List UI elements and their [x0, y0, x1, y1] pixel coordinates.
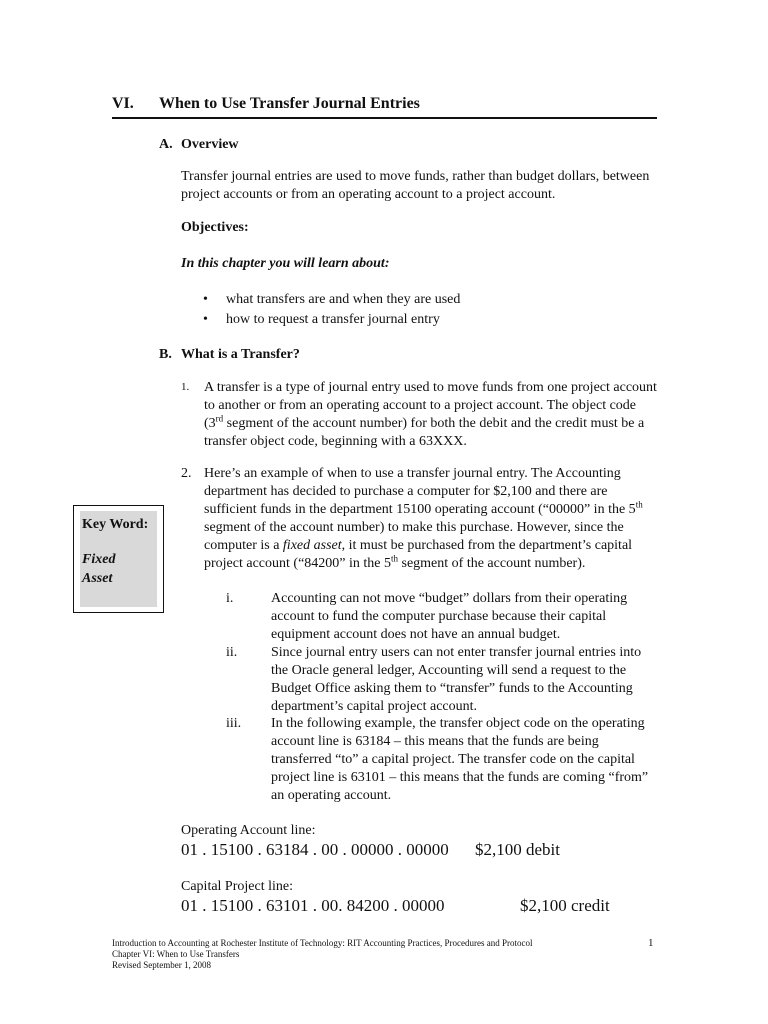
item-2-text-c: , it must be purchased from the department’s capital project account (“84200” in the 5 [204, 538, 633, 571]
operating-amount: $2,100 debit [475, 840, 560, 859]
keyword-box [73, 505, 164, 613]
item-2-text-d: segment of the account number). [398, 556, 586, 571]
section-a-label: A. [159, 137, 173, 152]
item-1-sup: rd [215, 413, 224, 424]
page-number: 1 [648, 937, 654, 949]
keyword-panel [80, 511, 157, 607]
capital-account-number: 01 . 15100 . 63101 . 00. 84200 . 00000 [181, 896, 445, 915]
capital-label: Capital Project line: [181, 879, 293, 894]
subitem-3-text: In the following example, the transfer object code on the operating account line is 63184 – this means that the funds are being transferred “to” a capital project. The transfer code on the capital project line is 63101 – this means that the funds are coming “from” an operating account. [271, 716, 649, 803]
bullet-icon: • [203, 312, 208, 327]
item-2-number: 2. [181, 466, 192, 481]
list-item [203, 311, 623, 331]
footer-line-2: Chapter VI: When to Use Transfers [112, 949, 240, 959]
subitem-1-text: Accounting can not move “budget” dollars from their operating account to fund the computer purchase because their capital equipment account does not have an annual budget. [271, 591, 628, 642]
keyword-term-2: Asset [82, 571, 113, 586]
subitem-2-number: ii. [226, 645, 238, 660]
subitem-3-number: iii. [226, 716, 242, 731]
footer-line-3: Revised September 1, 2008 [112, 960, 211, 970]
item-2-sup-1: th [635, 499, 643, 510]
section-b-label: B. [159, 347, 172, 362]
subitem-1-number: i. [226, 591, 234, 606]
bullet-text: what transfers are and when they are used [226, 292, 461, 307]
item-2-text [204, 465, 660, 573]
operating-label: Operating Account line: [181, 823, 316, 838]
item-2-text-b: segment of the account number) to make this purchase. However, since the computer is a [204, 520, 624, 553]
fixed-asset-term: fixed asset [282, 538, 342, 553]
item-2-sup-2: th [390, 553, 398, 564]
item-1-number: 1. [181, 381, 190, 393]
section-a-title: Overview [181, 137, 239, 152]
bullet-icon: • [203, 292, 208, 307]
item-1-text [204, 379, 658, 451]
learn-intro: In this chapter you will learn about: [181, 256, 390, 271]
chapter-number: VI. [112, 95, 134, 112]
item-1-text-a: A transfer is a type of journal entry used to move funds from one project account to another or from an operating account to a project account. The object code (3 [204, 380, 657, 431]
keyword-term-1: Fixed [82, 552, 116, 567]
overview-paragraph: Transfer journal entries are used to move funds, rather than budget dollars, between project accounts or from an operating account to a project account. [181, 169, 650, 202]
objectives-label: Objectives: [181, 220, 249, 235]
item-2-text-a: Here’s an example of when to use a transfer journal entry. The Accounting department has decided to purchase a computer for $2,100 and there are sufficient funds in the department 15100 operating account (“00000” in the 5 [204, 466, 636, 517]
page-footer [112, 938, 657, 971]
bullet-list [203, 291, 623, 331]
footer-line-1: Introduction to Accounting at Rochester Institute of Technology: RIT Accounting Practices, Procedures and Protocol [112, 938, 533, 948]
capital-amount: $2,100 credit [520, 896, 610, 915]
list-item [203, 291, 623, 311]
item-1-text-b: segment of the account number) for both the debit and the credit must be a transfer object code, beginning with a 63XXX. [204, 416, 645, 449]
subitem-2-text: Since journal entry users can not enter transfer journal entries into the Oracle general ledger, Accounting will send a request to the Budget Office asking them to “transfer” funds to the Accounting department’s capital project account. [271, 645, 642, 714]
chapter-heading [112, 93, 657, 119]
chapter-title: When to Use Transfer Journal Entries [159, 95, 420, 112]
bullet-text: how to request a transfer journal entry [226, 312, 440, 327]
keyword-label: Key Word: [82, 517, 149, 532]
section-b-title: What is a Transfer? [181, 347, 300, 362]
operating-account-number: 01 . 15100 . 63184 . 00 . 00000 . 00000 [181, 840, 449, 859]
